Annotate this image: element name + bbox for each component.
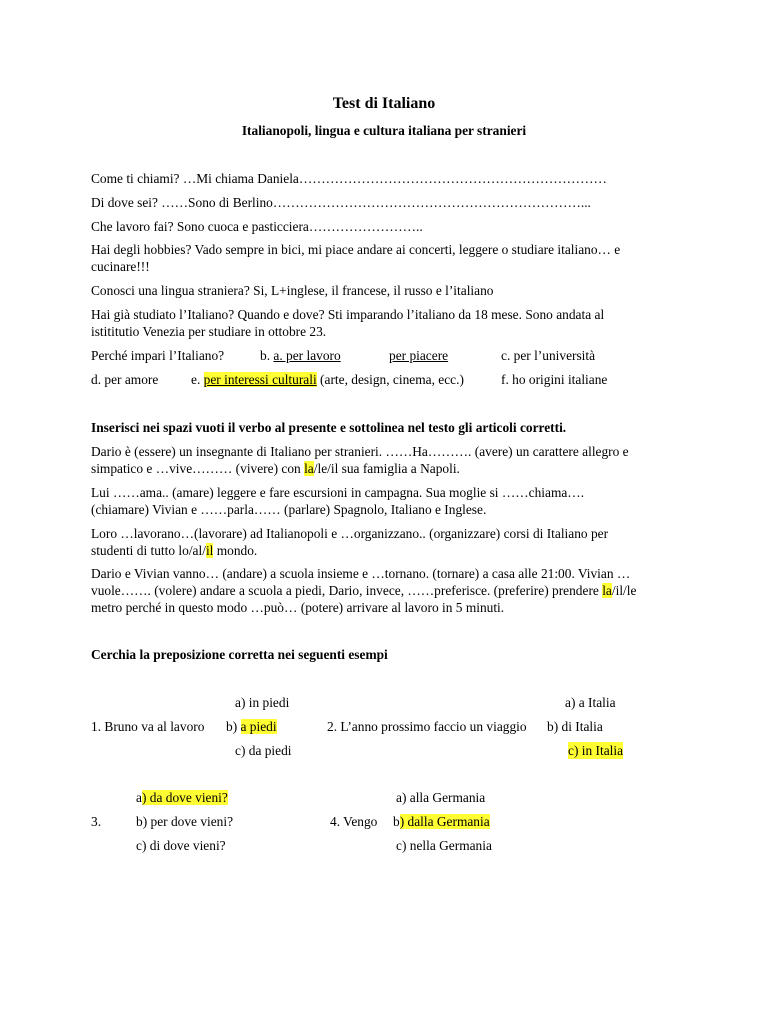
paragraph4-line1: Dario e Vivian vanno… (andare) a scuola insieme e …tornano. (tornare) a casa alle 21:00. Vivian … bbox=[91, 566, 631, 581]
paragraph4-line2 bbox=[91, 582, 636, 599]
ex3-option-b: b) per dove vieni? bbox=[136, 814, 234, 829]
section2-heading: Inserisci nei spazi vuoti il verbo al presente e sottolinea nel testo gli articoli corretti. bbox=[91, 420, 567, 435]
paragraph1-line1: Dario è (essere) un insegnante di Italiano per stranieri. ……Ha………. (avere) un carattere allegro e bbox=[91, 444, 629, 459]
text-fragment: studenti di tutto lo/al/ bbox=[91, 543, 206, 558]
ex2-question: 2. L’anno prossimo faccio un viaggio bbox=[327, 719, 527, 734]
ex4-question: 4. Vengo bbox=[330, 814, 378, 829]
option-prefix: a bbox=[136, 790, 142, 805]
option-b-text: a. per lavoro bbox=[273, 348, 341, 363]
ex2-option-c-highlight: c) in Italia bbox=[568, 743, 624, 758]
ex3-option-a-highlight: ) da dove vieni? bbox=[141, 790, 228, 805]
option-b bbox=[260, 347, 341, 364]
paragraph4-line3: metro perché in questo modo …può… (potere) arrivare al lavoro in 5 minuti. bbox=[91, 600, 505, 615]
document-subtitle: Italianopoli, lingua e cultura italiana per stranieri bbox=[241, 123, 527, 138]
ex2-option-b: b) di Italia bbox=[547, 719, 603, 734]
option-b-prefix: b. bbox=[260, 348, 271, 363]
paragraph3-line1: Loro …lavorano…(lavorare) ad Italianopoli e …organizzano.. (organizzare) corsi di Italiano per bbox=[91, 526, 609, 541]
question-hobbies-line1: Hai degli hobbies? Vado sempre in bici, mi piace andare ai concerti, leggere o studiare italiano… e bbox=[91, 242, 621, 257]
option-b-second: per piacere bbox=[389, 348, 449, 363]
paragraph2-line2: (chiamare) Vivian e ……parla…… (parlare) Spagnolo, Italiano e Inglese. bbox=[91, 502, 487, 517]
option-prefix: b) bbox=[226, 719, 241, 734]
text-fragment: mondo. bbox=[213, 543, 258, 558]
ex1-question: 1. Bruno va al lavoro bbox=[91, 719, 205, 734]
ex2-option-a: a) a Italia bbox=[565, 695, 616, 710]
question-origin: Di dove sei? ……Sono di Berlino……………………………………………………………... bbox=[91, 195, 591, 210]
option-d: d. per amore bbox=[91, 372, 159, 387]
option-e-rest: (arte, design, cinema, ecc.) bbox=[316, 372, 464, 387]
ex3-option-c: c) di dove vieni? bbox=[136, 838, 226, 853]
option-e bbox=[191, 371, 464, 388]
ex1-option-a: a) in piedi bbox=[235, 695, 290, 710]
option-c: c. per l’università bbox=[501, 348, 596, 363]
text-fragment: vuole……. (volere) andare a scuola a piedi, Dario, invece, ……preferisce. (preferire) prendere bbox=[91, 583, 603, 598]
text-fragment: simpatico e …vive……… (vivere) con bbox=[91, 461, 305, 476]
document-title: Test di Italiano bbox=[332, 95, 436, 112]
question-studied-line1: Hai già studiato l’Italiano? Quando e dove? Sti imparando l’italiano da 18 mese. Sono andata al bbox=[91, 307, 605, 322]
question-why: Perché impari l’Italiano? bbox=[91, 348, 225, 363]
highlighted-article: il bbox=[205, 543, 214, 558]
question-studied-line2: istititutio Venezia per studiare in ottobre 23. bbox=[91, 324, 327, 339]
paragraph3-line2 bbox=[91, 542, 257, 559]
highlighted-article: la bbox=[304, 461, 314, 476]
ex3-option-a bbox=[136, 789, 228, 806]
text-fragment: /le/il sua famiglia a Napoli. bbox=[313, 461, 460, 476]
ex4-option-c: c) nella Germania bbox=[396, 838, 492, 853]
option-prefix: b bbox=[393, 814, 400, 829]
ex4-option-b-highlight: ) dalla Germania bbox=[399, 814, 490, 829]
option-f: f. ho origini italiane bbox=[501, 372, 608, 387]
paragraph1-line2 bbox=[91, 460, 460, 477]
highlighted-article: la bbox=[602, 583, 612, 598]
ex1-option-b-highlight: a piedi bbox=[240, 719, 277, 734]
option-e-prefix: e. bbox=[191, 372, 201, 387]
question-job: Che lavoro fai? Sono cuoca e pasticciera…………………….. bbox=[91, 219, 423, 234]
ex4-option-a: a) alla Germania bbox=[396, 790, 486, 805]
option-e-highlight: per interessi culturali bbox=[203, 372, 317, 387]
section3-heading: Cerchia la preposizione corretta nei seguenti esempi bbox=[91, 647, 388, 662]
question-hobbies-line2: cucinare!!! bbox=[91, 259, 150, 274]
paragraph2-line1: Lui ……ama.. (amare) leggere e fare escursioni in campagna. Sua moglie si ……chiama…. bbox=[91, 485, 585, 500]
ex4-option-b bbox=[393, 813, 490, 830]
question-name: Come ti chiami? …Mi chiama Daniela…………………………………………………………… bbox=[91, 171, 607, 186]
question-languages: Conosci una lingua straniera? Si, L+inglese, il francese, il russo e l’italiano bbox=[91, 283, 494, 298]
text-fragment: /il/le bbox=[611, 583, 637, 598]
ex3-number: 3. bbox=[91, 814, 102, 829]
ex1-option-b bbox=[226, 718, 277, 735]
ex1-option-c: c) da piedi bbox=[235, 743, 292, 758]
